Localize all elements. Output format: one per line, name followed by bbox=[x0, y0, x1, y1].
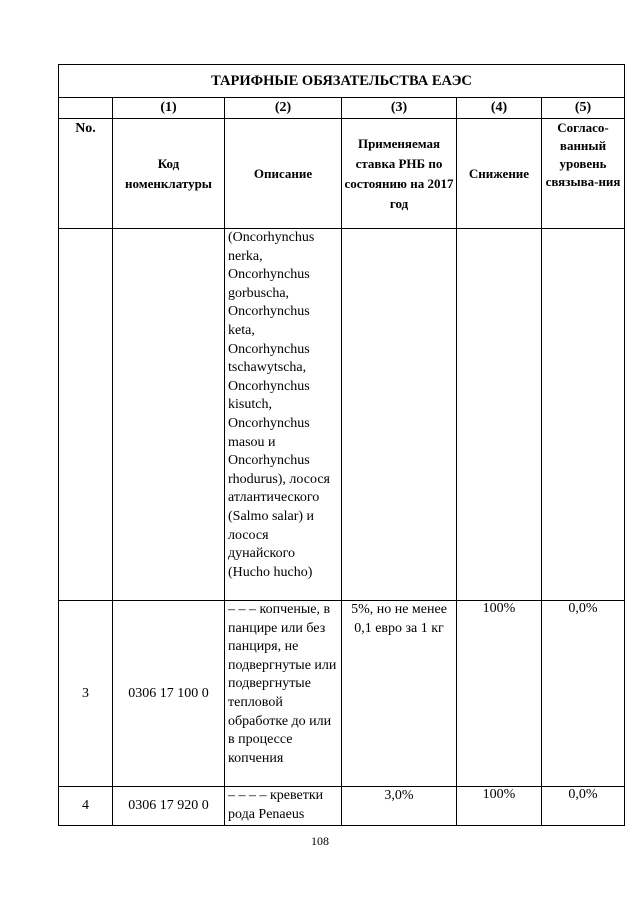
row-rate: 5%, но не менее 0,1 евро за 1 кг bbox=[342, 601, 457, 787]
row-code: 0306 17 100 0 bbox=[113, 601, 225, 787]
header-bound: Согласо-ванный уровень связыва-ния bbox=[542, 119, 625, 229]
row-description: (Oncorhynchus nerka, Oncorhynchus gorbuscha, Oncorhynchus keta, Oncorhynchus tschawytscha, Oncorhynchus kisutch, Oncorhynchus masou и Oncorhynchus rhodurus), лосося атлантического (Salmo salar) и лосося дунайского (Hucho hucho) bbox=[225, 229, 342, 601]
header-no: No. bbox=[59, 119, 113, 229]
table-title: ТАРИФНЫЕ ОБЯЗАТЕЛЬСТВА ЕАЭС bbox=[59, 65, 625, 98]
row-bound: 0,0% bbox=[542, 601, 625, 787]
header-row bbox=[59, 119, 625, 229]
row-code bbox=[113, 229, 225, 601]
table-row bbox=[59, 601, 625, 787]
col-number-1: (1) bbox=[113, 98, 225, 119]
row-bound bbox=[542, 229, 625, 601]
row-bound: 0,0% bbox=[542, 787, 625, 826]
col-number-5: (5) bbox=[542, 98, 625, 119]
row-description: – – – – креветки рода Penaeus bbox=[225, 787, 342, 826]
row-no bbox=[59, 229, 113, 601]
header-rate: Применяемая ставка РНБ по состоянию на 2017 год bbox=[342, 119, 457, 229]
col-number-empty bbox=[59, 98, 113, 119]
header-description: Описание bbox=[225, 119, 342, 229]
table-row bbox=[59, 787, 625, 826]
row-reduction: 100% bbox=[457, 787, 542, 826]
row-no: 4 bbox=[59, 787, 113, 826]
row-code: 0306 17 920 0 bbox=[113, 787, 225, 826]
row-no: 3 bbox=[59, 601, 113, 787]
header-code: Код номенклатуры bbox=[113, 119, 225, 229]
row-rate bbox=[342, 229, 457, 601]
col-number-2: (2) bbox=[225, 98, 342, 119]
table-row bbox=[59, 229, 625, 601]
col-number-4: (4) bbox=[457, 98, 542, 119]
col-number-3: (3) bbox=[342, 98, 457, 119]
title-row bbox=[59, 65, 625, 98]
row-reduction bbox=[457, 229, 542, 601]
row-reduction: 100% bbox=[457, 601, 542, 787]
row-rate: 3,0% bbox=[342, 787, 457, 826]
row-description: – – – копченые, в панцире или без панциря, не подвергнутые или подвергнутые тепловой обработке до или в процессе копчения bbox=[225, 601, 342, 787]
tariff-table bbox=[58, 64, 625, 826]
page-number: 108 bbox=[311, 834, 329, 848]
header-reduction: Снижение bbox=[457, 119, 542, 229]
column-number-row bbox=[59, 98, 625, 119]
